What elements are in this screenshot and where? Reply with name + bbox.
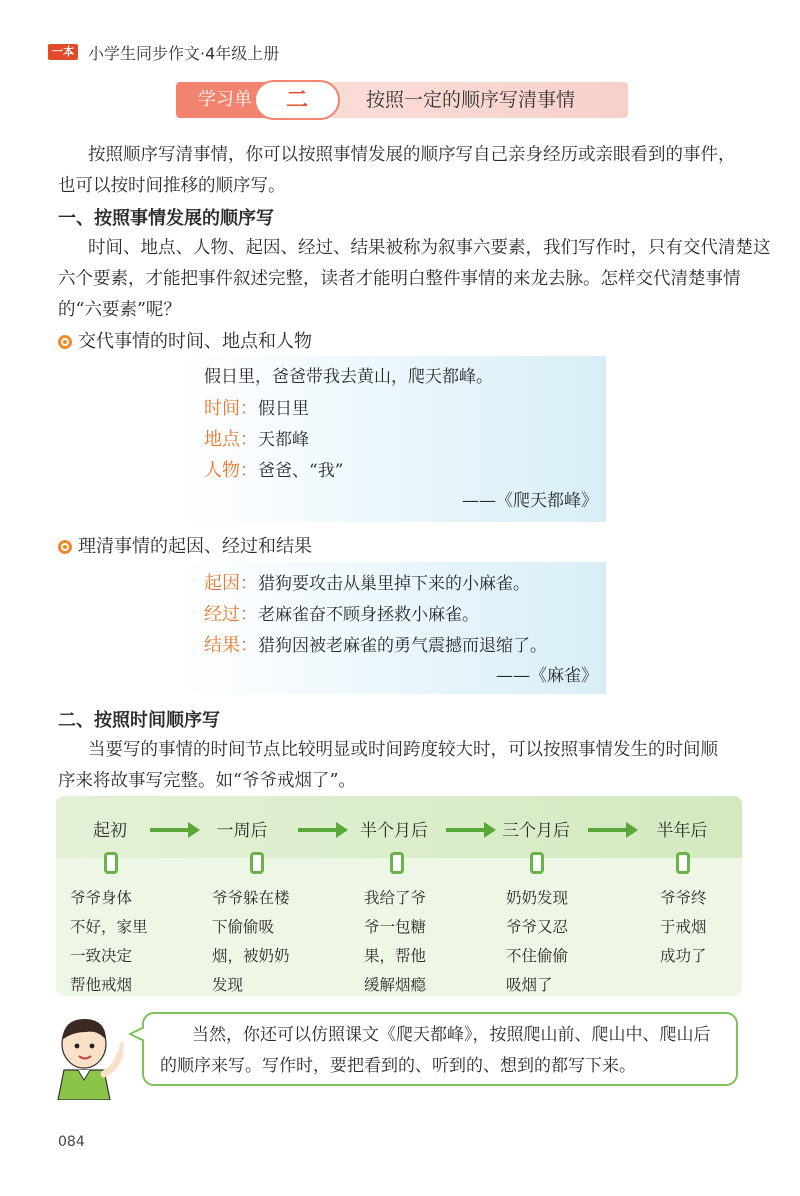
element-cause-value: 猎狗要攻击从巢里掉下来的小麻雀。 <box>258 574 530 594</box>
tip-line-2: 的顺序来写。写作时，要把看到的、听到的、想到的都写下来。 <box>160 1056 636 1076</box>
timeline-node-icon <box>250 852 264 874</box>
timeline-node-icon <box>530 852 544 874</box>
element-place-key: 地点： <box>204 429 258 450</box>
sub1-heading-text: 交代事情的时间、地点和人物 <box>78 331 312 352</box>
section1-heading: 一、按照事情发展的顺序写 <box>58 208 274 229</box>
timeline-text-line: 果，帮他 <box>364 947 427 965</box>
timeline-label-3: 三个月后 <box>502 821 570 841</box>
timeline-text-line: 一致决定 <box>70 947 133 965</box>
timeline-arrow-icon <box>588 828 628 832</box>
banner-title: 按照一定的顺序写清事情 <box>366 89 576 111</box>
element-place-value: 天都峰 <box>258 430 309 450</box>
timeline-label-0: 起初 <box>93 821 127 841</box>
timeline-text-line: 爷爷终 <box>660 889 707 907</box>
timeline-arrow-icon <box>446 828 486 832</box>
timeline-text-line: 我给了爷 <box>364 889 427 907</box>
example-source-2: ——《麻雀》 <box>496 666 598 686</box>
timeline-text-line: 帮他戒烟 <box>70 976 133 994</box>
element-result-key: 结果： <box>204 635 258 656</box>
timeline-text-line: 爷爷身体 <box>70 889 133 907</box>
timeline-text-line: 爷爷躲在楼 <box>212 889 290 907</box>
element-person-value: 爸爸、“我” <box>258 461 344 481</box>
timeline-text-line: 爷一包糖 <box>364 918 427 936</box>
timeline-text-line: 成功了 <box>660 947 707 965</box>
tip-line-1: 当然，你还可以仿照课文《爬天都峰》，按照爬山前、爬山中、爬山后 <box>192 1025 711 1045</box>
banner-label: 学习单 <box>176 82 274 118</box>
element-person-key: 人物： <box>204 460 258 481</box>
element-result <box>204 630 547 662</box>
section1-para-line-1: 时间、地点、人物、起因、经过、结果被称为叙事六要素，我们写作时，只有交代清楚这 <box>88 238 771 258</box>
timeline-node-icon <box>104 852 118 874</box>
timeline-arrow-icon <box>298 828 338 832</box>
section-banner <box>176 82 628 118</box>
section1-para-line-2: 六个要素，才能把事件叙述完整，读者才能明白整件事情的来龙去脉。怎样交代清楚事情 <box>58 269 741 289</box>
intro-line-1: 按照顺序写清事情，你可以按照事情发展的顺序写自己亲身经历或亲眼看到的事件， <box>88 145 736 165</box>
timeline-text-line: 缓解烟瘾 <box>364 976 427 994</box>
timeline-text-line: 发现 <box>212 976 244 994</box>
element-cause <box>204 568 530 600</box>
sub2-heading-text: 理清事情的起因、经过和结果 <box>78 536 312 557</box>
element-process-value: 老麻雀奋不顾身拯救小麻雀。 <box>258 605 479 625</box>
element-result-value: 猎狗因被老麻雀的勇气震撼而退缩了。 <box>258 636 547 656</box>
book-title: 小学生同步作文·4年级上册 <box>88 44 280 63</box>
section1-para-line-3: 的“六要素”呢？ <box>58 300 181 320</box>
element-time-key: 时间： <box>204 398 258 419</box>
element-time <box>204 393 309 425</box>
timeline-text-line: 吸烟了 <box>506 976 553 994</box>
timeline-text-line: 下偷偷吸 <box>212 918 275 936</box>
timeline-label-2: 半个月后 <box>360 821 428 841</box>
timeline-text-line: 爷爷又忍 <box>506 918 569 936</box>
timeline-label-4: 半年后 <box>656 821 708 841</box>
bullet-icon <box>58 335 72 349</box>
timeline-text-line: 奶奶发现 <box>506 889 569 907</box>
page-number: 084 <box>58 1134 85 1150</box>
intro-line-2: 也可以按时间推移的顺序写。 <box>58 176 286 196</box>
timeline-text-1 <box>212 884 322 1000</box>
timeline-text-3 <box>506 884 596 1000</box>
element-process <box>204 599 479 631</box>
brand-logo: 一本 <box>48 44 78 60</box>
timeline-text-line: 不住偷偷 <box>506 947 569 965</box>
element-person <box>204 455 343 487</box>
timeline-text-0 <box>70 884 180 1000</box>
timeline-text-line: 不好，家里 <box>70 918 148 936</box>
example-source-1: ——《爬天都峰》 <box>462 491 598 511</box>
timeline-text-4 <box>660 884 730 971</box>
timeline-arrow-icon <box>150 828 190 832</box>
element-cause-key: 起因： <box>204 573 258 594</box>
example-sentence: 假日里，爸爸带我去黄山，爬天都峰。 <box>204 367 493 387</box>
section2-para-line-2: 序来将故事写完整。如“爷爷戒烟了”。 <box>58 771 356 791</box>
bullet-icon <box>58 540 72 554</box>
banner-number: 二 <box>254 80 340 120</box>
timeline-text-2 <box>364 884 454 1000</box>
sub2-heading <box>58 532 312 558</box>
section2-para-line-1: 当要写的事情的时间节点比较明显或时间跨度较大时，可以按照事情发生的时间顺 <box>88 740 718 760</box>
element-process-key: 经过： <box>204 604 258 625</box>
tip-bubble-tail-inner <box>132 1028 145 1040</box>
sub1-heading <box>58 327 312 353</box>
element-time-value: 假日里 <box>258 399 309 419</box>
timeline-label-1: 一周后 <box>216 821 268 841</box>
element-place <box>204 424 309 456</box>
boy-illustration-icon <box>40 1010 136 1100</box>
timeline-text-line: 于戒烟 <box>660 918 707 936</box>
section2-heading: 二、按照时间顺序写 <box>58 710 220 731</box>
timeline-node-icon <box>676 852 690 874</box>
timeline-node-icon <box>390 852 404 874</box>
timeline-text-line: 烟，被奶奶 <box>212 947 290 965</box>
